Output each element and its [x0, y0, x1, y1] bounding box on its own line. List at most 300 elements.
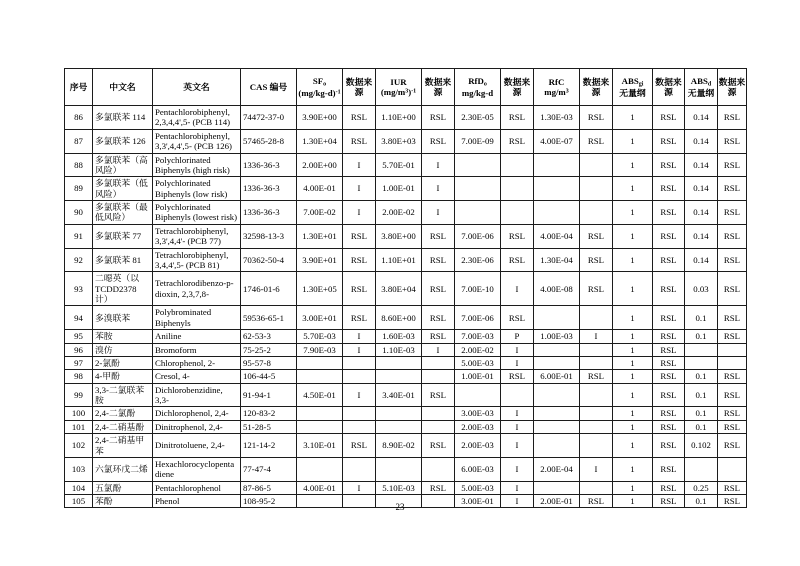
cell-iur-source: RSL	[422, 434, 455, 458]
cell-cas: 62-53-3	[241, 330, 297, 343]
cell-rfd: 2.30E-06	[455, 248, 501, 272]
cell-abs-gi-source: RSL	[653, 129, 685, 153]
cell-name-cn: 2-氯酚	[93, 356, 153, 369]
cell-abs-d: 0.1	[685, 306, 718, 330]
cell-rfc-source	[580, 306, 613, 330]
cell-abs-d-source: RSL	[718, 224, 747, 248]
cell-abs-gi-source: RSL	[653, 224, 685, 248]
cell-index: 86	[65, 106, 93, 130]
cell-rfd-source: RSL	[501, 106, 534, 130]
cell-sf-source: RSL	[343, 306, 376, 330]
cell-abs-gi-source: RSL	[653, 420, 685, 433]
cell-abs-gi: 1	[613, 177, 653, 201]
cell-rfc-source: I	[580, 457, 613, 481]
cell-iur: 3.80E+04	[376, 272, 422, 306]
col-header-cas: CAS 编号	[241, 69, 297, 106]
cell-rfc	[534, 407, 580, 420]
cell-name-cn: 六氯环戊二烯	[93, 457, 153, 481]
cell-iur-source: I	[422, 177, 455, 201]
cell-sf: 5.70E-03	[297, 330, 343, 343]
page-number: 23	[395, 502, 405, 512]
cell-sf: 3.90E+00	[297, 106, 343, 130]
cell-sf: 1.30E+05	[297, 272, 343, 306]
cell-cas: 59536-65-1	[241, 306, 297, 330]
cell-rfd-source: RSL	[501, 370, 534, 383]
cell-rfc-source	[580, 153, 613, 177]
cell-abs-gi-source: RSL	[653, 201, 685, 225]
cell-rfc: 4.00E-07	[534, 129, 580, 153]
cell-abs-d-source: RSL	[718, 330, 747, 343]
cell-name-en: Polybrominated Biphenyls	[153, 306, 241, 330]
cell-abs-gi: 1	[613, 457, 653, 481]
cell-index: 96	[65, 343, 93, 356]
cell-rfd: 3.00E-03	[455, 407, 501, 420]
cell-name-cn: 2,4-二硝基酚	[93, 420, 153, 433]
cell-abs-d-source: RSL	[718, 153, 747, 177]
cell-sf	[297, 407, 343, 420]
cell-abs-d-source: RSL	[718, 370, 747, 383]
cell-name-cn: 多氯联苯 77	[93, 224, 153, 248]
cell-abs-d: 0.14	[685, 153, 718, 177]
table-row	[65, 153, 747, 177]
cell-abs-gi-source: RSL	[653, 370, 685, 383]
cell-abs-gi: 1	[613, 343, 653, 356]
cell-abs-gi-source: RSL	[653, 434, 685, 458]
cell-rfc	[534, 343, 580, 356]
cell-sf-source: RSL	[343, 434, 376, 458]
col-header-abs-gi-source: 数据来源	[653, 69, 685, 106]
cell-iur-source	[422, 457, 455, 481]
cell-rfc-source	[580, 481, 613, 494]
cell-abs-d-source	[718, 343, 747, 356]
cell-abs-d: 0.1	[685, 407, 718, 420]
table-body	[65, 106, 747, 508]
cell-abs-d-source: RSL	[718, 495, 747, 508]
cell-rfd-source	[501, 383, 534, 407]
cell-abs-d: 0.03	[685, 272, 718, 306]
cell-rfc	[534, 481, 580, 494]
cell-name-en: Pentachlorobiphenyl, 2,3,4,4',5- (PCB 114)	[153, 106, 241, 130]
cell-name-en: Cresol, 4-	[153, 370, 241, 383]
cell-index: 91	[65, 224, 93, 248]
cell-sf-source: I	[343, 330, 376, 343]
cell-rfd-source: RSL	[501, 224, 534, 248]
cell-rfd: 5.00E-03	[455, 481, 501, 494]
cell-abs-d: 0.1	[685, 383, 718, 407]
cell-sf	[297, 370, 343, 383]
cell-abs-d-source: RSL	[718, 481, 747, 494]
cell-sf	[297, 457, 343, 481]
cell-rfc	[534, 383, 580, 407]
cell-index: 95	[65, 330, 93, 343]
cell-name-en: Polychlorinated Biphenyls (high risk)	[153, 153, 241, 177]
cell-name-en: Tetrachlorodibenzo-p-dioxin, 2,3,7,8-	[153, 272, 241, 306]
cell-rfc-source: RSL	[580, 106, 613, 130]
cell-name-en: Chlorophenol, 2-	[153, 356, 241, 369]
cell-rfd-source: RSL	[501, 248, 534, 272]
cell-abs-d: 0.14	[685, 248, 718, 272]
cell-sf-source: I	[343, 343, 376, 356]
cell-abs-d: 0.14	[685, 177, 718, 201]
cell-rfc-source	[580, 201, 613, 225]
cell-abs-gi: 1	[613, 356, 653, 369]
cell-rfd: 3.00E-01	[455, 495, 501, 508]
cell-abs-gi-source: RSL	[653, 407, 685, 420]
cell-index: 104	[65, 481, 93, 494]
cell-name-cn: 多溴联苯	[93, 306, 153, 330]
cell-sf-source	[343, 370, 376, 383]
cell-sf-source	[343, 407, 376, 420]
cell-rfc: 1.30E-04	[534, 248, 580, 272]
col-header-rfc: RfC $mg/m^3$	[534, 69, 580, 106]
cell-iur: 2.00E-02	[376, 201, 422, 225]
col-header-iur-source: 数据来源	[422, 69, 455, 106]
cell-abs-d-source: RSL	[718, 407, 747, 420]
cell-rfc	[534, 420, 580, 433]
cell-abs-d-source: RSL	[718, 248, 747, 272]
cell-abs-d: 0.1	[685, 420, 718, 433]
cell-abs-gi-source: RSL	[653, 248, 685, 272]
toxicity-parameter-table	[64, 68, 747, 508]
cell-abs-gi-source: RSL	[653, 272, 685, 306]
table-row	[65, 420, 747, 433]
cell-rfc-source	[580, 434, 613, 458]
cell-rfd: 2.30E-05	[455, 106, 501, 130]
cell-rfd-source: I	[501, 356, 534, 369]
cell-rfc-source: RSL	[580, 129, 613, 153]
cell-rfd-source: I	[501, 457, 534, 481]
cell-rfd: 1.00E-01	[455, 370, 501, 383]
cell-abs-d-source: RSL	[718, 272, 747, 306]
cell-name-cn: 2,4-二氯酚	[93, 407, 153, 420]
cell-abs-d: 0.1	[685, 495, 718, 508]
cell-sf-source: I	[343, 383, 376, 407]
cell-abs-gi: 1	[613, 153, 653, 177]
cell-iur: 3.40E-01	[376, 383, 422, 407]
cell-rfd-source: RSL	[501, 306, 534, 330]
cell-sf: 4.00E-01	[297, 177, 343, 201]
cell-cas: 91-94-1	[241, 383, 297, 407]
cell-rfc: 4.00E-08	[534, 272, 580, 306]
cell-rfd: 2.00E-03	[455, 434, 501, 458]
cell-iur-source: RSL	[422, 383, 455, 407]
cell-cas: 51-28-5	[241, 420, 297, 433]
table-row	[65, 330, 747, 343]
cell-rfd: 5.00E-03	[455, 356, 501, 369]
cell-name-cn: 多氯联苯 126	[93, 129, 153, 153]
cell-name-cn: 多氯联苯（高风险）	[93, 153, 153, 177]
cell-iur: 1.00E-01	[376, 177, 422, 201]
cell-rfc-source	[580, 177, 613, 201]
cell-sf-source: I	[343, 481, 376, 494]
cell-abs-gi: 1	[613, 383, 653, 407]
cell-abs-d: 0.102	[685, 434, 718, 458]
cell-abs-d	[685, 457, 718, 481]
header-row	[65, 69, 747, 106]
cell-rfc-source: RSL	[580, 370, 613, 383]
cell-name-en: Dichlorophenol, 2,4-	[153, 407, 241, 420]
cell-abs-gi-source: RSL	[653, 481, 685, 494]
cell-abs-gi-source: RSL	[653, 356, 685, 369]
cell-iur	[376, 407, 422, 420]
cell-sf: 7.00E-02	[297, 201, 343, 225]
cell-rfc	[534, 177, 580, 201]
cell-rfd-source: I	[501, 420, 534, 433]
cell-name-en: Aniline	[153, 330, 241, 343]
cell-rfc	[534, 201, 580, 225]
cell-name-en: Tetrachlorobiphenyl, 3,4,4',5- (PCB 81)	[153, 248, 241, 272]
cell-abs-d	[685, 356, 718, 369]
cell-sf: 4.00E-01	[297, 481, 343, 494]
cell-cas: 106-44-5	[241, 370, 297, 383]
cell-cas: 77-47-4	[241, 457, 297, 481]
cell-abs-gi: 1	[613, 306, 653, 330]
cell-abs-gi-source: RSL	[653, 383, 685, 407]
cell-abs-gi: 1	[613, 407, 653, 420]
cell-index: 103	[65, 457, 93, 481]
table-row	[65, 306, 747, 330]
cell-rfc-source: RSL	[580, 224, 613, 248]
table-row	[65, 407, 747, 420]
cell-name-en: Phenol	[153, 495, 241, 508]
cell-iur-source	[422, 370, 455, 383]
cell-abs-d-source	[718, 457, 747, 481]
cell-abs-d: 0.14	[685, 129, 718, 153]
cell-name-en: Tetrachlorobiphenyl, 3,3',4,4'- (PCB 77)	[153, 224, 241, 248]
cell-rfc	[534, 306, 580, 330]
cell-abs-gi: 1	[613, 330, 653, 343]
cell-iur-source: I	[422, 153, 455, 177]
cell-rfc: 1.00E-03	[534, 330, 580, 343]
cell-iur-source	[422, 407, 455, 420]
cell-rfc-source: I	[580, 330, 613, 343]
cell-sf-source: RSL	[343, 224, 376, 248]
cell-iur-source: RSL	[422, 129, 455, 153]
cell-name-cn: 多氯联苯 81	[93, 248, 153, 272]
cell-iur: 5.70E-01	[376, 153, 422, 177]
cell-sf-source: RSL	[343, 106, 376, 130]
cell-cas: 108-95-2	[241, 495, 297, 508]
cell-index: 98	[65, 370, 93, 383]
col-header-name-cn: 中文名	[93, 69, 153, 106]
table-row	[65, 201, 747, 225]
cell-abs-gi: 1	[613, 495, 653, 508]
cell-abs-d-source: RSL	[718, 177, 747, 201]
cell-iur	[376, 370, 422, 383]
cell-rfd: 7.00E-06	[455, 306, 501, 330]
cell-abs-gi-source: RSL	[653, 306, 685, 330]
cell-iur-source: RSL	[422, 330, 455, 343]
table-row	[65, 177, 747, 201]
cell-abs-d: 0.14	[685, 224, 718, 248]
cell-cas: 120-83-2	[241, 407, 297, 420]
cell-rfd	[455, 153, 501, 177]
cell-name-cn: 3,3-二氯联苯胺	[93, 383, 153, 407]
col-header-rfd-source: 数据来源	[501, 69, 534, 106]
cell-rfc-source: RSL	[580, 495, 613, 508]
cell-cas: 121-14-2	[241, 434, 297, 458]
cell-sf-source	[343, 356, 376, 369]
cell-index: 88	[65, 153, 93, 177]
cell-abs-d-source: RSL	[718, 106, 747, 130]
table-row	[65, 248, 747, 272]
cell-cas: 57465-28-8	[241, 129, 297, 153]
cell-rfc: 1.30E-03	[534, 106, 580, 130]
cell-rfd-source: I	[501, 495, 534, 508]
cell-rfd	[455, 177, 501, 201]
cell-iur-source	[422, 356, 455, 369]
cell-abs-gi-source: RSL	[653, 495, 685, 508]
cell-iur: 5.10E-03	[376, 481, 422, 494]
table-row	[65, 129, 747, 153]
cell-abs-gi: 1	[613, 224, 653, 248]
cell-name-cn: 五氯酚	[93, 481, 153, 494]
cell-sf-source	[343, 420, 376, 433]
cell-rfc-source	[580, 383, 613, 407]
table-row	[65, 434, 747, 458]
cell-iur: 8.60E+00	[376, 306, 422, 330]
table-header	[65, 69, 747, 106]
cell-index: 97	[65, 356, 93, 369]
cell-name-cn: 苯酚	[93, 495, 153, 508]
cell-abs-d: 0.25	[685, 481, 718, 494]
col-header-abs-d-source: 数据来源	[718, 69, 747, 106]
cell-sf-source: I	[343, 201, 376, 225]
cell-name-en: Dichlorobenzidine, 3,3-	[153, 383, 241, 407]
col-header-sf: $SF_o$ $(mg/kg-d)^{-1}$	[297, 69, 343, 106]
cell-name-cn: 多氯联苯（最低风险）	[93, 201, 153, 225]
col-header-sf-source: 数据来源	[343, 69, 376, 106]
cell-iur: 1.10E+01	[376, 248, 422, 272]
cell-sf-source: RSL	[343, 129, 376, 153]
cell-name-en: Polychlorinated Biphenyls (low risk)	[153, 177, 241, 201]
cell-index: 101	[65, 420, 93, 433]
cell-rfd-source: I	[501, 481, 534, 494]
cell-cas: 74472-37-0	[241, 106, 297, 130]
cell-iur-source: RSL	[422, 106, 455, 130]
cell-sf: 1.30E+01	[297, 224, 343, 248]
cell-name-en: Dinitrophenol, 2,4-	[153, 420, 241, 433]
cell-index: 93	[65, 272, 93, 306]
cell-rfd: 7.00E-09	[455, 129, 501, 153]
cell-sf: 3.00E+01	[297, 306, 343, 330]
cell-name-cn: 二噁英（以 TCDD2378 计）	[93, 272, 153, 306]
table-row	[65, 356, 747, 369]
cell-rfc-source	[580, 407, 613, 420]
cell-iur-source: RSL	[422, 481, 455, 494]
cell-rfd	[455, 201, 501, 225]
cell-cas: 95-57-8	[241, 356, 297, 369]
table-row	[65, 457, 747, 481]
cell-index: 92	[65, 248, 93, 272]
cell-sf	[297, 420, 343, 433]
cell-abs-gi-source: RSL	[653, 330, 685, 343]
cell-rfd-source: I	[501, 434, 534, 458]
cell-index: 89	[65, 177, 93, 201]
cell-index: 94	[65, 306, 93, 330]
cell-rfc	[534, 356, 580, 369]
cell-abs-gi: 1	[613, 129, 653, 153]
cell-rfd-source	[501, 177, 534, 201]
cell-abs-d: 0.1	[685, 330, 718, 343]
cell-index: 105	[65, 495, 93, 508]
col-header-rfc-source: 数据来源	[580, 69, 613, 106]
cell-iur: 3.80E+03	[376, 129, 422, 153]
cell-rfd: 7.00E-10	[455, 272, 501, 306]
cell-iur-source: I	[422, 343, 455, 356]
cell-rfd-source: I	[501, 407, 534, 420]
table-row	[65, 106, 747, 130]
cell-cas: 32598-13-3	[241, 224, 297, 248]
cell-cas: 1336-36-3	[241, 153, 297, 177]
cell-rfc	[534, 153, 580, 177]
cell-abs-d: 0.14	[685, 201, 718, 225]
cell-cas: 1336-36-3	[241, 177, 297, 201]
cell-rfd-source: P	[501, 330, 534, 343]
cell-sf: 4.50E-01	[297, 383, 343, 407]
cell-rfd-source: I	[501, 343, 534, 356]
cell-abs-gi: 1	[613, 248, 653, 272]
cell-abs-gi-source: RSL	[653, 153, 685, 177]
table-row	[65, 370, 747, 383]
cell-cas: 87-86-5	[241, 481, 297, 494]
cell-cas: 1746-01-6	[241, 272, 297, 306]
cell-index: 90	[65, 201, 93, 225]
cell-abs-gi: 1	[613, 272, 653, 306]
cell-index: 100	[65, 407, 93, 420]
cell-abs-gi-source: RSL	[653, 457, 685, 481]
cell-abs-gi-source: RSL	[653, 106, 685, 130]
cell-name-cn: 2,4-二硝基甲苯	[93, 434, 153, 458]
cell-rfd: 2.00E-02	[455, 343, 501, 356]
cell-rfc-source: RSL	[580, 272, 613, 306]
cell-cas: 70362-50-4	[241, 248, 297, 272]
cell-index: 87	[65, 129, 93, 153]
cell-sf: 1.30E+04	[297, 129, 343, 153]
cell-rfd: 2.00E-03	[455, 420, 501, 433]
cell-sf-source: I	[343, 177, 376, 201]
cell-rfd-source	[501, 201, 534, 225]
cell-abs-gi: 1	[613, 481, 653, 494]
cell-name-cn: 多氯联苯 114	[93, 106, 153, 130]
cell-abs-gi: 1	[613, 106, 653, 130]
cell-name-cn: 4-甲酚	[93, 370, 153, 383]
cell-index: 99	[65, 383, 93, 407]
cell-rfc-source: RSL	[580, 248, 613, 272]
cell-iur-source: RSL	[422, 248, 455, 272]
cell-sf-source: I	[343, 153, 376, 177]
cell-rfc-source	[580, 343, 613, 356]
cell-sf-source: RSL	[343, 248, 376, 272]
col-header-abs-d: $ABS_d$ 无量纲	[685, 69, 718, 106]
cell-rfd-source	[501, 153, 534, 177]
col-header-index: 序号	[65, 69, 93, 106]
table-row	[65, 343, 747, 356]
cell-cas: 75-25-2	[241, 343, 297, 356]
cell-sf: 7.90E-03	[297, 343, 343, 356]
cell-iur: 1.10E-03	[376, 343, 422, 356]
cell-rfc: 6.00E-01	[534, 370, 580, 383]
cell-abs-d: 0.1	[685, 370, 718, 383]
cell-iur	[376, 457, 422, 481]
cell-name-cn: 溴仿	[93, 343, 153, 356]
cell-sf: 3.90E+01	[297, 248, 343, 272]
cell-abs-d-source	[718, 356, 747, 369]
cell-cas: 1336-36-3	[241, 201, 297, 225]
cell-sf: 3.10E-01	[297, 434, 343, 458]
cell-rfd	[455, 383, 501, 407]
col-header-name-en: 英文名	[153, 69, 241, 106]
